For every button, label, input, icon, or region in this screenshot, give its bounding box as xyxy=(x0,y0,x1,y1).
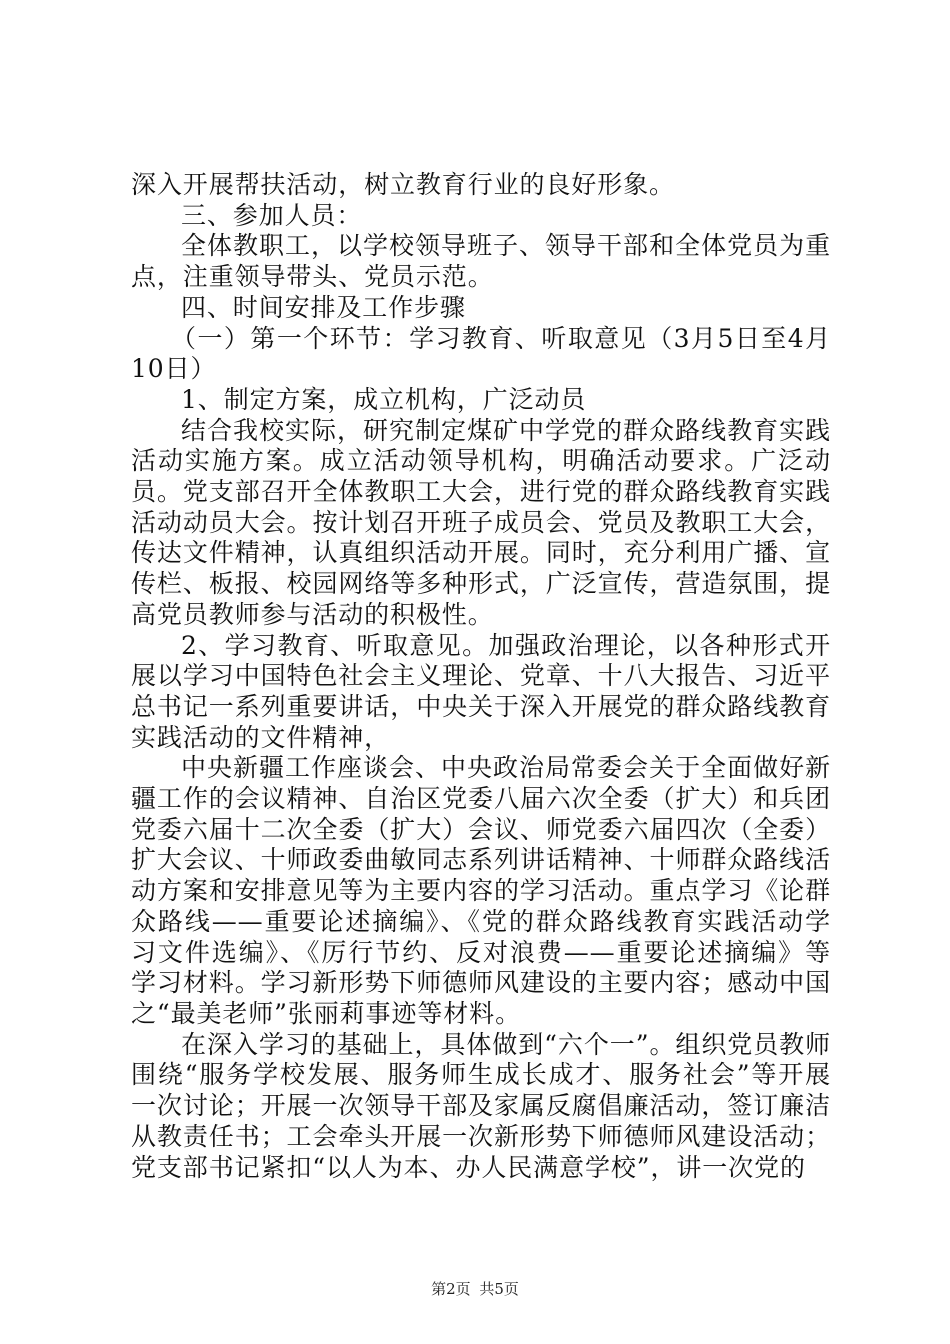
paragraph-six-ones: 在深入学习的基础上，具体做到“六个一”。组织党员教师围绕“服务学校发展、服务师生成长成才、服务社会”等开展一次讨论；开展一次领导干部及家属反腐倡廉活动，签订廉洁从教责任书；工会牵头开展一次新形势下师德师风建设活动；党支部书记紧扣“以人为本、办人民满意学校”，讲一次党的 xyxy=(131,1029,831,1182)
heading-step-one: 1、制定方案，成立机构，广泛动员 xyxy=(181,384,587,414)
page-total: 共5页 xyxy=(479,1280,519,1298)
paragraph-step-one: 结合我校实际，研究制定煤矿中学党的群众路线教育实践活动实施方案。成立活动领导机构，明确活动要求。广泛动员。党支部召开全体教职工大会，进行党的群众路线教育实践活动动员大会。按计划召开班子成员会、党员及教职工大会，传达文件精神，认真组织活动开展。同时，充分利用广播、宣传栏、板报、校园网络等多种形式，广泛宣传，营造氛围，提高党员教师参与活动的积极性。 xyxy=(131,415,831,629)
paragraph-1: 深入开展帮扶活动，树立教育行业的良好形象。 xyxy=(131,170,675,199)
paragraph-study-content: 中央新疆工作座谈会、中央政治局常委会关于全面做好新疆工作的会议精神、自治区党委八届六次全委（扩大）和兵团党委六届十二次全委（扩大）会议、师党委六届四次（全委）扩大会议、十师政委曲敏同志系列讲话精神、十师群众路线活动方案和安排意见等为主要内容的学习活动。重点学习《论群众路线——重要论述摘编》、《党的群众路线教育实践活动学习文件选编》、《厉行节约、反对浪费——重要论述摘编》等学习材料。学习新形势下师德师风建设的主要内容；感动中国之“最美老师”张丽莉事迹等材料。 xyxy=(131,753,831,1028)
document-body xyxy=(131,170,831,1183)
paragraph-step-two: 2、学习教育、听取意见。加强政治理论，以各种形式开展以学习中国特色社会主义理论、党章、十八大报告、习近平总书记一系列重要讲话，中央关于深入开展党的群众路线教育实践活动的文件精神， xyxy=(131,630,831,752)
page-footer xyxy=(0,1278,950,1299)
heading-schedule: 四、时间安排及工作步骤 xyxy=(181,292,466,322)
heading-stage-one: （一）第一个环节：学习教育、听取意见（3月5日至4月10日） xyxy=(131,323,831,384)
paragraph-participants: 全体教职工，以学校领导班子、领导干部和全体党员为重点，注重领导带头、党员示范。 xyxy=(131,231,831,292)
page-number: 第2页 xyxy=(431,1280,471,1298)
heading-participants: 三、参加人员： xyxy=(181,200,363,230)
